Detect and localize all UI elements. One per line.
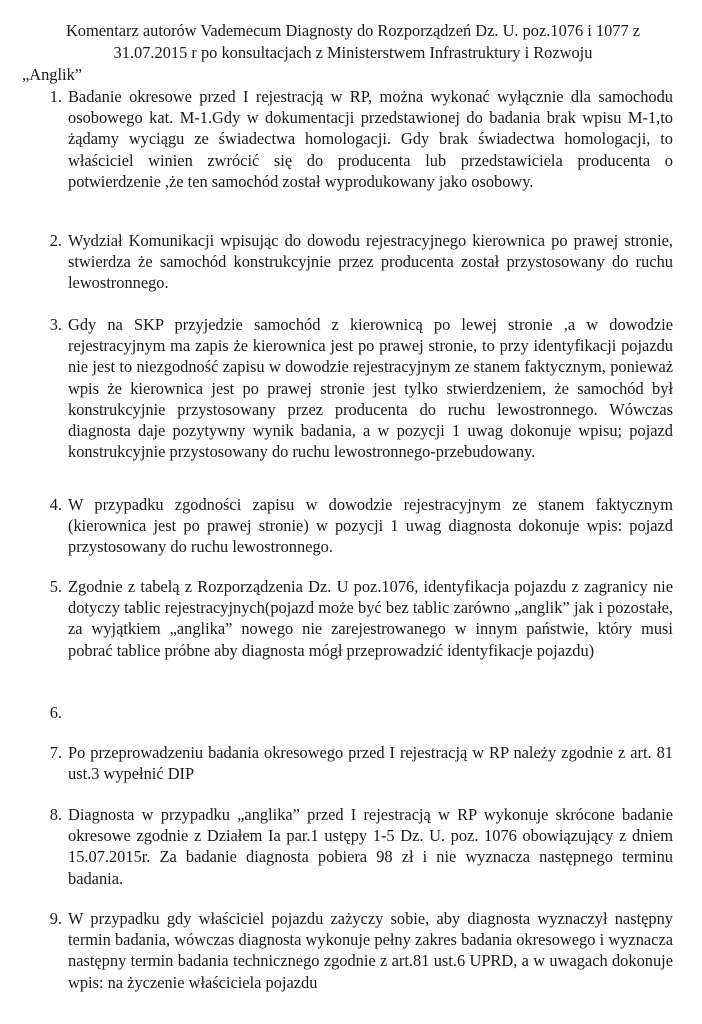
list-item-text: W przypadku gdy właściciel pojazdu zażyczy sobie, aby diagnosta wyznaczył następny termin badania, wówczas diagnosta wykonuje pełny zakres badania okresowego i wyznacza następny termin badania technicznego zgodnie z art.81 ust.6 UPRD, a w uwagach dokonuje wpis: na życzenie właściciela pojazdu (68, 909, 673, 992)
list-item-text: Gdy na SKP przyjedzie samochód z kierownicą po lewej stronie ,a w dowodzie rejestracyjnym ma zapis że kierownica jest po prawej stronie, to przy identyfikacji pojazdu nie jest to niezgodność zapisu w dowodzie rejestracyjnym ze stanem faktycznym, ponieważ wpis że kierownica jest po prawej stronie jest tylko stwierdzeniem, że samochód był konstrukcyjnie przystosowany przez producenta do ruchu lewostronnego. Wówczas diagnosta daje pozytywny wynik badania, a w pozycji 1 uwag dokonuje wpisu; pojazd konstrukcyjnie przystosowany do ruchu lewostronnego-przebudowany. (68, 315, 673, 462)
list-item-text: W przypadku zgodności zapisu w dowodzie rejestracyjnym ze stanem faktycznym (kierownica jest po prawej stronie) w pozycji 1 uwag diagnosta dokonuje wpis: pojazd przystosowany do ruchu lewostronnego. (68, 495, 673, 557)
list-item-number: 5. (49, 577, 62, 596)
list-item-text: Diagnosta w przypadku „anglika” przed I rejestracją w RP wykonuje skrócone badanie okresowe zgodnie z Działem Ia par.1 ustępy 1-5 Dz. U. poz. 1076 obowiązujący z dniem 15.07.2015r. Za badanie diagnosta pobiera 98 zł i nie wyznacza następnego terminu badania. (68, 805, 673, 888)
list-item-number: 2. (49, 231, 62, 250)
list-item-number: 6. (49, 703, 62, 722)
list-item-number: 4. (49, 495, 62, 514)
list-item-number: 8. (49, 805, 62, 824)
list-item-number: 3. (49, 315, 62, 334)
list-item-text: Badanie okresowe przed I rejestracją w RP, można wykonać wyłącznie dla samochodu osobowego kat. M-1.Gdy w dokumentacji przedstawionej do badania brak wpisu M-1,to żądamy wyciągu ze świadectwa homologacji. Gdy brak świadectwa homologacji, to właściciel winien zwrócić się do producenta lub przedstawiciela producenta o potwierdzenie ,że ten samochód został wyprodukowany jako osobowy. (68, 87, 673, 191)
list-item-number: 1. (49, 87, 62, 106)
document-subtitle: „Anglik” (22, 65, 83, 84)
list-item-number: 7. (49, 743, 62, 762)
document-title-line-2: 31.07.2015 r po konsultacjach z Ministerstwem Infrastruktury i Rozwoju (113, 43, 593, 62)
list-item-number: 9. (49, 909, 62, 928)
list-item-text: Po przeprowadzeniu badania okresowego przed I rejestracją w RP należy zgodnie z art. 81 ust.3 wypełnić DIP (68, 743, 673, 784)
list-item-text: Zgodnie z tabelą z Rozporządzenia Dz. U poz.1076, identyfikacja pojazdu z zagranicy nie dotyczy tablic rejestracyjnych(pojazd może być bez tablic zarówno „anglik” jak i pozostałe, za wyjątkiem „anglika” nowego nie zarejestrowanego w innym państwie, który musi pobrać tablice próbne aby diagnosta mógł przeprowadzić identyfikacje pojazdu) (68, 577, 673, 660)
document-title-line-1: Komentarz autorów Vademecum Diagnosty do Rozporządzeń Dz. U. poz.1076 i 1077 z (65, 21, 641, 40)
list-item-text: Wydział Komunikacji wpisując do dowodu rejestracyjnego kierownica po prawej stronie, stwierdza że samochód konstrukcyjnie przez producenta został przystosowany do ruchu lewostronnego. (68, 231, 673, 293)
